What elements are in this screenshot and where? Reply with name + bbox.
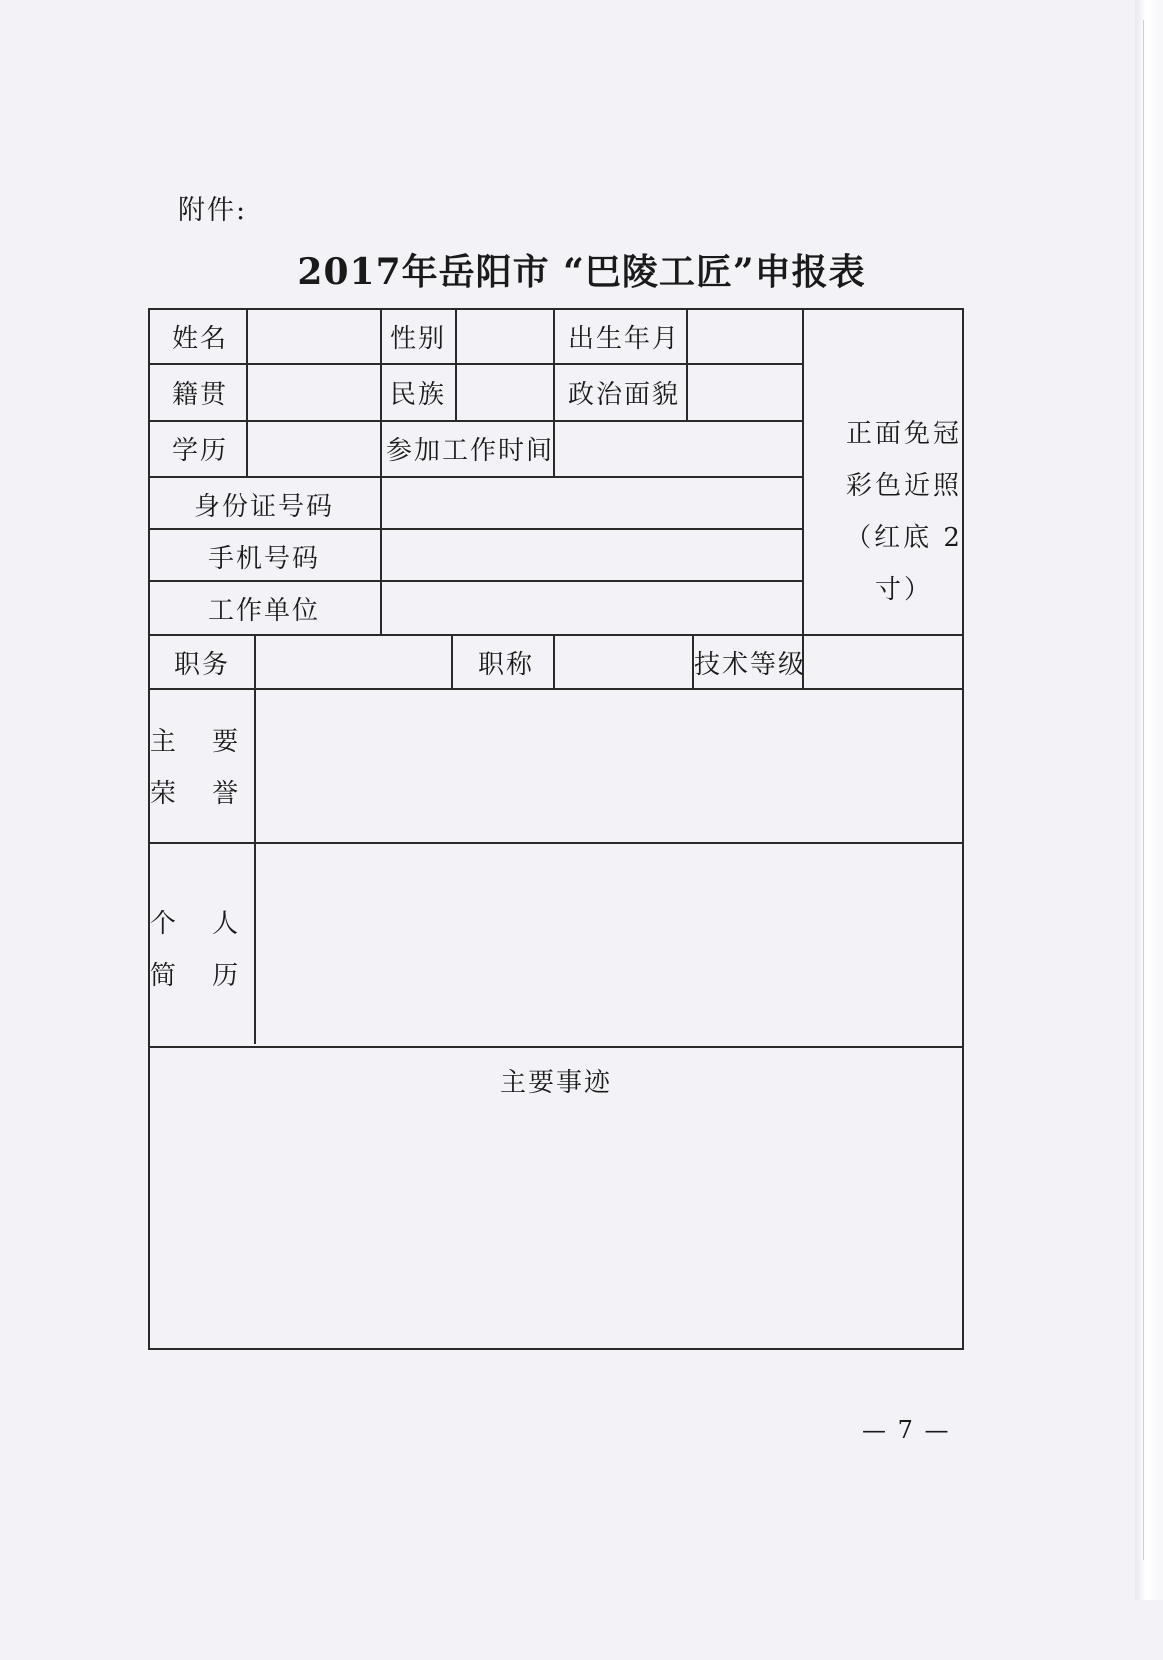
label-resume-line2: 简 历	[149, 961, 253, 991]
label-position: 职务	[174, 649, 231, 680]
label-honors-line1: 主 要	[149, 727, 253, 757]
label-gender: 性别	[390, 323, 447, 354]
label-native-place: 籍贯	[172, 379, 229, 410]
table-line	[148, 308, 964, 310]
page-edge	[1135, 0, 1163, 1600]
page-title: 2017年岳阳市 “巴陵工匠”申报表	[297, 251, 866, 293]
label-honors-line2: 荣 誉	[149, 779, 253, 809]
table-line	[553, 634, 555, 688]
table-line	[148, 688, 964, 690]
table-line	[148, 1046, 964, 1048]
label-political-status: 政治面貌	[568, 379, 681, 410]
label-ethnicity: 民族	[390, 379, 447, 410]
label-education: 学历	[172, 435, 229, 466]
label-name: 姓名	[172, 323, 229, 354]
table-line	[451, 634, 453, 688]
table-line	[148, 308, 150, 1350]
label-main-deeds: 主要事迹	[499, 1067, 612, 1098]
table-line	[148, 634, 964, 636]
table-line	[148, 842, 964, 844]
attachment-label: 附件:	[178, 195, 248, 226]
table-line	[380, 308, 382, 634]
table-line	[455, 308, 457, 420]
label-id-number: 身份证号码	[193, 491, 334, 522]
table-line	[254, 634, 256, 1044]
photo-note-line1: 正面免冠	[845, 419, 962, 449]
label-honors	[148, 716, 254, 820]
label-resume-line1: 个 人	[149, 909, 253, 939]
label-work-start: 参加工作时间	[386, 435, 555, 466]
table-line	[686, 308, 688, 420]
photo-note-line2: 彩色近照	[845, 471, 962, 501]
label-tech-grade: 技术等级	[694, 649, 807, 680]
label-birth: 出生年月	[568, 323, 681, 354]
table-line	[802, 308, 804, 688]
label-professional-title: 职称	[478, 649, 535, 680]
photo-note	[828, 408, 980, 616]
table-line	[148, 1348, 964, 1350]
label-phone: 手机号码	[207, 543, 320, 574]
photo-note-line3: （红底 2 寸）	[845, 523, 963, 605]
table-line	[246, 308, 248, 476]
label-resume	[148, 898, 254, 1002]
page-number: — 7 —	[862, 1416, 951, 1444]
label-employer: 工作单位	[207, 595, 320, 626]
